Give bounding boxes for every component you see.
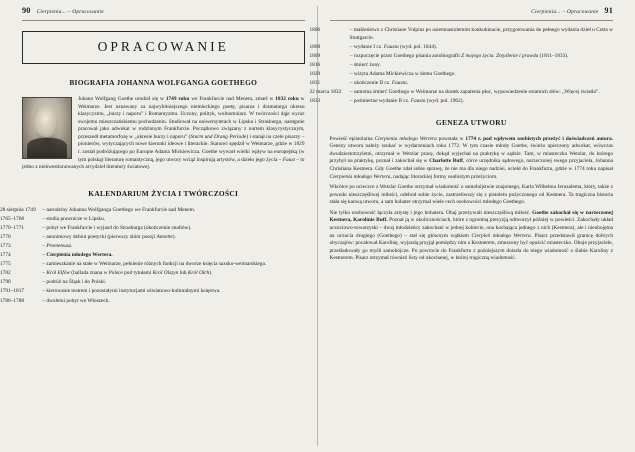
- list-item: [309, 43, 614, 52]
- chronology-text: – Cierpienia młodego Wertera.: [42, 252, 113, 259]
- right-folio: 91: [604, 6, 613, 15]
- list-item: [0, 261, 305, 269]
- chronology-text: – studia prawnicze w Lipsku.: [42, 215, 106, 222]
- goethe-portrait: [22, 97, 72, 159]
- list-item: [309, 70, 614, 79]
- chronology-text: – Król Elfów (ballada znana w Polsce pod tytułami Król Olszyn lub Król Olch).: [42, 270, 213, 277]
- chronology-text: – podróż na Śląsk i do Polski.: [42, 279, 107, 286]
- chronology-text: – rozpoczęcie przez Goethego pisania autobiografii Z mojego życia. Zmyślenie i prawda (1811–1833).: [349, 52, 569, 59]
- chronology-text: – zamieszkanie na stałe w Weimarze, pełnienie różnych funkcji na dworze księcia saxsko-weimarskiego.: [42, 261, 267, 268]
- left-header-rule: [22, 20, 305, 21]
- list-item: [0, 252, 305, 260]
- list-item: [309, 27, 614, 42]
- chronology-year: 1831: [309, 79, 321, 86]
- geneza-heading: GENEZA UTWORU: [435, 117, 507, 127]
- chronology-year: 1833: [309, 98, 321, 105]
- body-paragraph: Powieść epistolarna Cierpienia młodego Wertera powstała w 1774 r. pod wpływem osobistych przeżyć i doświadczeń autora. Genezy utworu należy szukać w wydarzeniach roku 1772. W tym czasie młody Goethe, świeżo upieczony adwokat, wówczas dwudziestotrzyletni, otrzymał w Wetzlar pracę, dokąd wyjechał na praktykę w sądzie. Tam, w miasteczku Wetzlar, do którego przybył na praktykę, poznał i zakochał się w Charlotte Buff, córce urzędnika sądowego, narzeczonej swego przyjaciela, Johanna Christiana Kestnera. Gdy Goethe zdał sobie sprawę, że nie ma dla niego nadziei, uciekł do Frankfurtu, gdzie w 1774 roku napisał Cierpienia młodego Wertera, nadając literackiej formy osobistym przeżyciom.: [329, 135, 613, 180]
- chronology-year: 22 marca 1832: [309, 89, 342, 96]
- kalendarium-heading: KALENDARIUM ŻYCIA I TWÓRCZOŚCI: [88, 188, 239, 198]
- chronology-text: – kierowanie teatrem i pozostałymi instytucjami oświatowo-kulturalnymi księstwa.: [42, 288, 221, 295]
- body-paragraph: Wkrótce po ucieczce z Wetzlar Goethe otrzymał wiadomość o samobójstwie znajomego, Karla Wilhelma Jeruzalema, który, także z powodu nieszczęśliwej miłości, odebrał sobie życie, zastrzeliwszy się z pistoletu pożyczonego od Kestnera. Ta tragiczna historia stała się kanwą utworu, a sam bohater otrzymał wiele cech osobowości młodego Goethego.: [329, 184, 613, 206]
- page-title: OPRACOWANIE: [97, 39, 229, 54]
- list-item: [0, 270, 305, 278]
- list-item: [309, 61, 614, 70]
- list-item: [0, 279, 305, 287]
- chronology-text: – śmierć żony.: [349, 61, 381, 68]
- list-item: [0, 297, 305, 306]
- chronology-year: 1816: [309, 61, 321, 68]
- chronology-text: – Prometeusz.: [42, 243, 73, 250]
- list-item: [0, 288, 305, 296]
- chronology-text: – pośmiertne wydanie II cz. Fausta (wyd. pol. 1962).: [349, 98, 464, 105]
- chronology-year: 1770: [0, 234, 11, 241]
- opracowanie-title-box: [22, 31, 305, 64]
- chronology-year: 28 sierpnia 1749: [0, 206, 36, 213]
- list-item: [0, 234, 305, 242]
- chronology-text: – wydanie I cz. Fausta (wyd. pol. 1844).: [349, 43, 437, 50]
- right-running-head: [330, 6, 614, 15]
- chronology-year: 1782: [0, 270, 11, 277]
- chronology-text: – ukończenie II cz. Fausta.: [349, 79, 409, 86]
- list-item: [0, 206, 305, 215]
- chronology-text: – samotna śmierć Goethego w Weimarze na skutek zapalenia płuc, wypowiedzenie ostatnich słów: „Więcej światła”.: [349, 89, 600, 96]
- list-item: [0, 224, 305, 233]
- chronology-year: 1770–1771: [0, 224, 25, 231]
- chronology-year: 1774: [0, 252, 11, 259]
- chronology-text: – pobyt we Frankfurcie i wyjazd do Strasburga (ukończenie studiów).: [42, 224, 192, 231]
- list-item: [309, 79, 614, 88]
- left-page: [0, 6, 318, 446]
- list-item: [309, 98, 614, 106]
- list-item: [309, 89, 614, 97]
- body-paragraph: Nie tylko osobowość łączyła artystę i jego bohatera. Obaj przeżywali nieszczęśliwą miłość. Goethe zakochał się w narzeczonej Kestnera, Karolinie Buff. Poznał ją w okolicznościach, które z ogromną precyzją odtworzył później w powieści. Zakochały układ uczuciowo-towarzyski – dwaj młodzieńcy zakochani w jednej kobiecie, ona kochająca jednego z nich (Kestnera), ale i nieobojętna na uczucia drugiego (Goethego) – stał się głównym wątkiem Cierpień młodego Wertera. Pisarz przedstawił granicę dobrych obyczajów: pocałował Karolinę, wyjazdą przyjął pomiędzy nim a Kestnerem, zmuszony być opuścić miasteczko. Oboje przyjaciele, prześladowały go myśli samobójcze. Po powrocie do Frankfurtu z pożniejszym dotarła do niego wiadomość o ślubie Karoliny z Kestnerem. Pisarz otrzymał również listy od ukochanej, w której tragiczną wiadomość.: [329, 209, 613, 262]
- right-chronology-list: [309, 27, 614, 106]
- chronology-year: 1775: [0, 261, 11, 268]
- left-folio: 90: [22, 6, 31, 15]
- list-item: [309, 52, 614, 61]
- chronology-year: 1791–1817: [0, 288, 25, 295]
- biography-paragraph: Johann Wolfgang Goethe urodził się w 1749 roku we Frankfurcie nad Menem, zmarł w 1832 roku w Weimarze. Jest uznawany za najwybitniejszego niemieckiego poetę, pisarza i dramaturga okresu klasycyzmu, „burzy i naporu” i Romantyzmu. Uczony, polityk, wolnomularz. W twórczości dąje wyraz swojemu mieszczańskiemu pochodzeniu. Studiował na uniwersytetach w Lipsku i Strasburgu, następnie pracował jako adwokat w rodzinnym Frankfurcie. Początkowo związany z nurtem klasycystycznym, przeszedł metamorfozę w „okresie burzy i naporu” (Sturm und Drang Periode) i stanął na czele pisarzy – pionierów, wytyczających nowe kierunki ideowe i literackie. Stanowi spędził w Weimarze, gdzie w 1829 r. został podróżującego po Europie Adama Mickiewicza. Goethe wywarł wielki wpływ na europejską (w tym polską) literaturę romantyczną, jego utwory wciąż inspirują artystów, a dzieło jego życia – Faust – to jedno z niekwestionowanych arcydzieł literatury światowej.: [22, 96, 305, 171]
- biography-heading: BIOGRAFIA JOHANNA WOLFGANGA GOETHEGO: [69, 78, 258, 87]
- left-chronology-list: [0, 206, 305, 305]
- biography-block: [22, 96, 305, 175]
- list-item: [0, 243, 305, 251]
- left-running-head-text: Cierpienia... – Opracowanie: [36, 9, 104, 15]
- chronology-text: – wizyta Adama Mickiewicza w domu Goethego.: [349, 70, 456, 77]
- chronology-text: – narodziny Johanna Wolfganga Goethego we Frankfurcie nad Menem.: [42, 206, 196, 213]
- chronology-year: 1773: [0, 243, 11, 250]
- chronology-year: 1809: [309, 52, 321, 59]
- chronology-year: 1806: [309, 27, 321, 33]
- chronology-text: – małżeństwo z Christiane Vulpius po osiemnastoletnim konkubinacie, przygotowania do pełnego wydania dzieł u Cotta w Stuttgarcie.: [349, 27, 613, 41]
- list-item: [0, 215, 305, 224]
- chronology-year: 1765–1768: [0, 215, 25, 222]
- chronology-year: 1786–1788: [0, 297, 25, 304]
- left-running-head: [22, 6, 305, 15]
- chronology-year: 1829: [309, 70, 321, 77]
- chronology-year: 1808: [309, 43, 321, 50]
- geneza-body: [330, 136, 614, 263]
- right-header-rule: [330, 20, 614, 21]
- right-page: [309, 6, 626, 446]
- chronology-text: – anonimowy debiut poetycki (pierwszy zbiór poezji Annette).: [42, 234, 176, 241]
- right-running-head-text: Cierpienia... – Opracowanie: [531, 9, 599, 15]
- chronology-year: 1790: [0, 279, 11, 286]
- chronology-text: – dwuletni pobyt we Włoszech.: [42, 297, 110, 304]
